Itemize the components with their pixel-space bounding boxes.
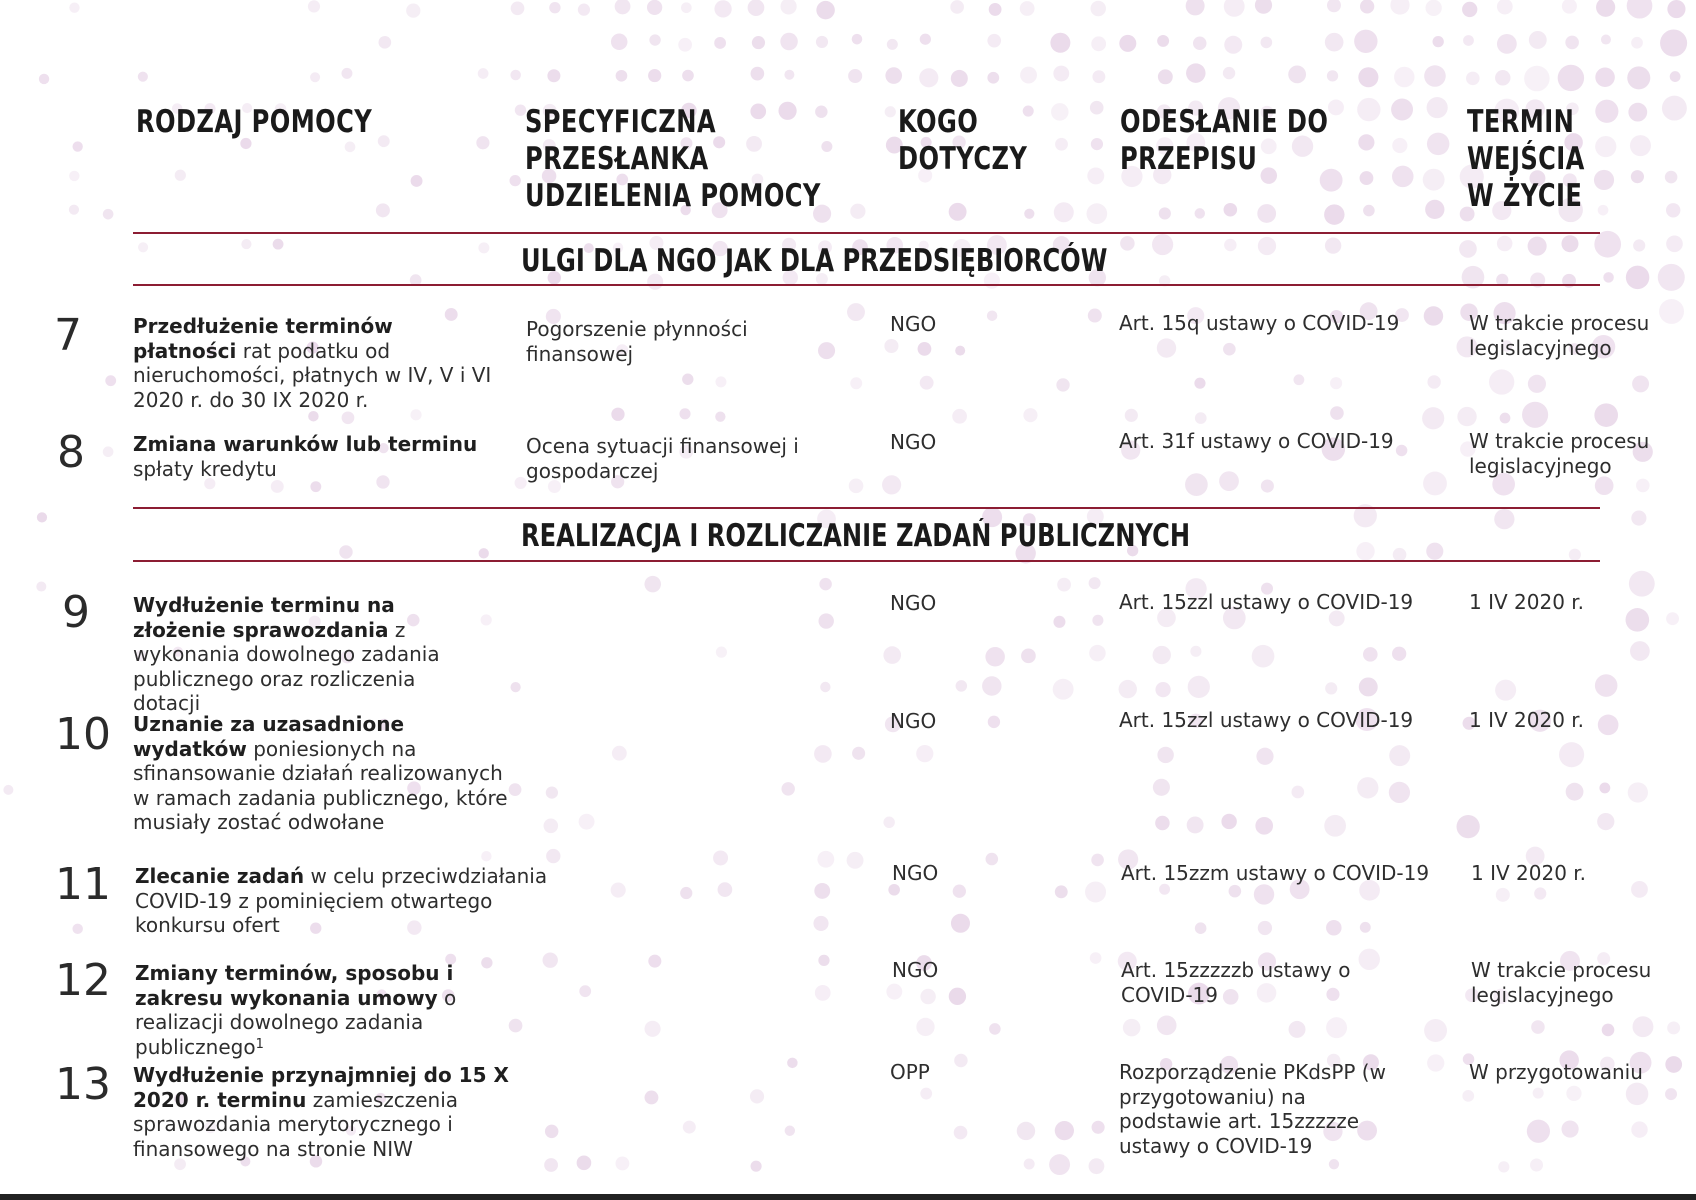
row-number: 8 (57, 427, 85, 478)
cell-rodzaj-text: o realizacji dowolnego zadania publicznego (135, 985, 457, 1059)
row-number: 10 (55, 709, 111, 760)
cell-przeslanka: Ocena sytuacji finansowej i gospodarczej (526, 434, 799, 483)
header-termin: TERMIN WEJŚCIA W ŻYCIE (1467, 104, 1585, 214)
cell-termin: 1 IV 2020 r. (1469, 590, 1585, 614)
cell-rodzaj-bold: Uznanie za uzasadnione wydatków (133, 712, 405, 761)
cell-rodzaj-text: z wykonania dowolnego zadania publicznego oraz rozliczenia dotacji (133, 617, 440, 715)
row-number: 11 (55, 859, 111, 910)
section-rule-bottom (133, 560, 1600, 562)
header-przeslanka: SPECYFICZNA PRZESŁANKA UDZIELENIA POMOCY (525, 104, 821, 214)
cell-odeslanie: Art. 15zzm ustawy o COVID-19 (1121, 861, 1430, 885)
cell-rodzaj-text: zamieszczenia sprawozdania merytorycznego i finansowego na stronie NIW (133, 1087, 459, 1161)
cell-rodzaj-bold: Przedłużenie terminów płatności (133, 314, 393, 363)
cell-rodzaj-text: poniesionych na sfinansowanie działań realizowanych w ramach zadania publicznego, które musiały zostać odwołane (133, 736, 508, 834)
row-number: 7 (54, 310, 82, 361)
cell-odeslanie: Art. 15zzl ustawy o COVID-19 (1119, 590, 1414, 614)
section-rule-top (133, 232, 1600, 234)
cell-odeslanie: Art. 31f ustawy o COVID-19 (1119, 429, 1394, 453)
cell-termin: W trakcie procesu legislacyjnego (1469, 429, 1650, 478)
cell-rodzaj-bold: Wydłużenie terminu na złożenie sprawozdania (133, 593, 395, 642)
cell-odeslanie: Art. 15q ustawy o COVID-19 (1119, 311, 1400, 335)
cell-termin: W trakcie procesu legislacyjnego (1471, 958, 1652, 1007)
cell-rodzaj (135, 961, 535, 1059)
header-kogo-dotyczy: KOGO DOTYCZY (898, 104, 1028, 177)
cell-rodzaj-bold: Wydłużenie przynajmniej do 15 X 2020 r. terminu (133, 1063, 509, 1112)
cell-kogo: NGO (892, 861, 939, 885)
cell-kogo: OPP (890, 1060, 930, 1084)
cell-kogo: NGO (890, 709, 937, 733)
cell-kogo: NGO (890, 591, 937, 615)
cell-rodzaj-bold: Zlecanie zadań (135, 864, 305, 888)
bottom-border (0, 1194, 1696, 1200)
cell-termin: W trakcie procesu legislacyjnego (1469, 311, 1650, 360)
cell-rodzaj-text: rat podatku od nieruchomości, płatnych w IV, V i VI 2020 r. do 30 IX 2020 r. (133, 338, 492, 412)
cell-kogo: NGO (890, 312, 937, 336)
cell-termin: 1 IV 2020 r. (1471, 861, 1587, 885)
cell-rodzaj-text: w celu przeciwdziałania COVID-19 z pominięciem otwartego konkursu ofert (135, 864, 548, 937)
cell-rodzaj (133, 314, 498, 412)
cell-rodzaj (133, 712, 508, 835)
cell-odeslanie: Art. 15zzzzzb ustawy o COVID-19 (1121, 958, 1351, 1007)
cell-rodzaj-bold: Zmiana warunków lub terminu (133, 432, 478, 456)
cell-rodzaj (133, 593, 478, 716)
cell-przeslanka: Pogorszenie płynności finansowej (526, 317, 748, 366)
cell-rodzaj (133, 1063, 563, 1161)
row-number: 9 (62, 587, 90, 638)
cell-termin: 1 IV 2020 r. (1469, 708, 1585, 732)
footnote-marker: 1 (255, 1036, 264, 1052)
cell-rodzaj-bold: Zmiany terminów, sposobu i zakresu wykonania umowy (135, 961, 454, 1010)
header-rodzaj-pomocy: RODZAJ POMOCY (136, 104, 373, 140)
cell-odeslanie: Rozporządzenie PKdsPP (w przygotowaniu) na podstawie art. 15zzzzze ustawy o COVID-19 (1119, 1060, 1386, 1158)
section-title-realizacja: REALIZACJA I ROZLICZANIE ZADAŃ PUBLICZNYCH (521, 518, 1191, 554)
section-title-ulgi: ULGI DLA NGO JAK DLA PRZEDSIĘBIORCÓW (521, 243, 1108, 279)
section-rule-top (133, 507, 1600, 509)
row-number: 12 (55, 955, 111, 1006)
cell-rodzaj (133, 432, 478, 481)
cell-rodzaj (135, 864, 565, 938)
cell-kogo: NGO (892, 958, 939, 982)
row-number: 13 (55, 1059, 111, 1110)
section-rule-bottom (133, 284, 1600, 286)
cell-kogo: NGO (890, 430, 937, 454)
cell-rodzaj-text: spłaty kredytu (133, 456, 277, 481)
header-odeslanie: ODESŁANIE DO PRZEPISU (1120, 104, 1329, 177)
cell-odeslanie: Art. 15zzl ustawy o COVID-19 (1119, 708, 1414, 732)
cell-termin: W przygotowaniu (1469, 1060, 1643, 1084)
